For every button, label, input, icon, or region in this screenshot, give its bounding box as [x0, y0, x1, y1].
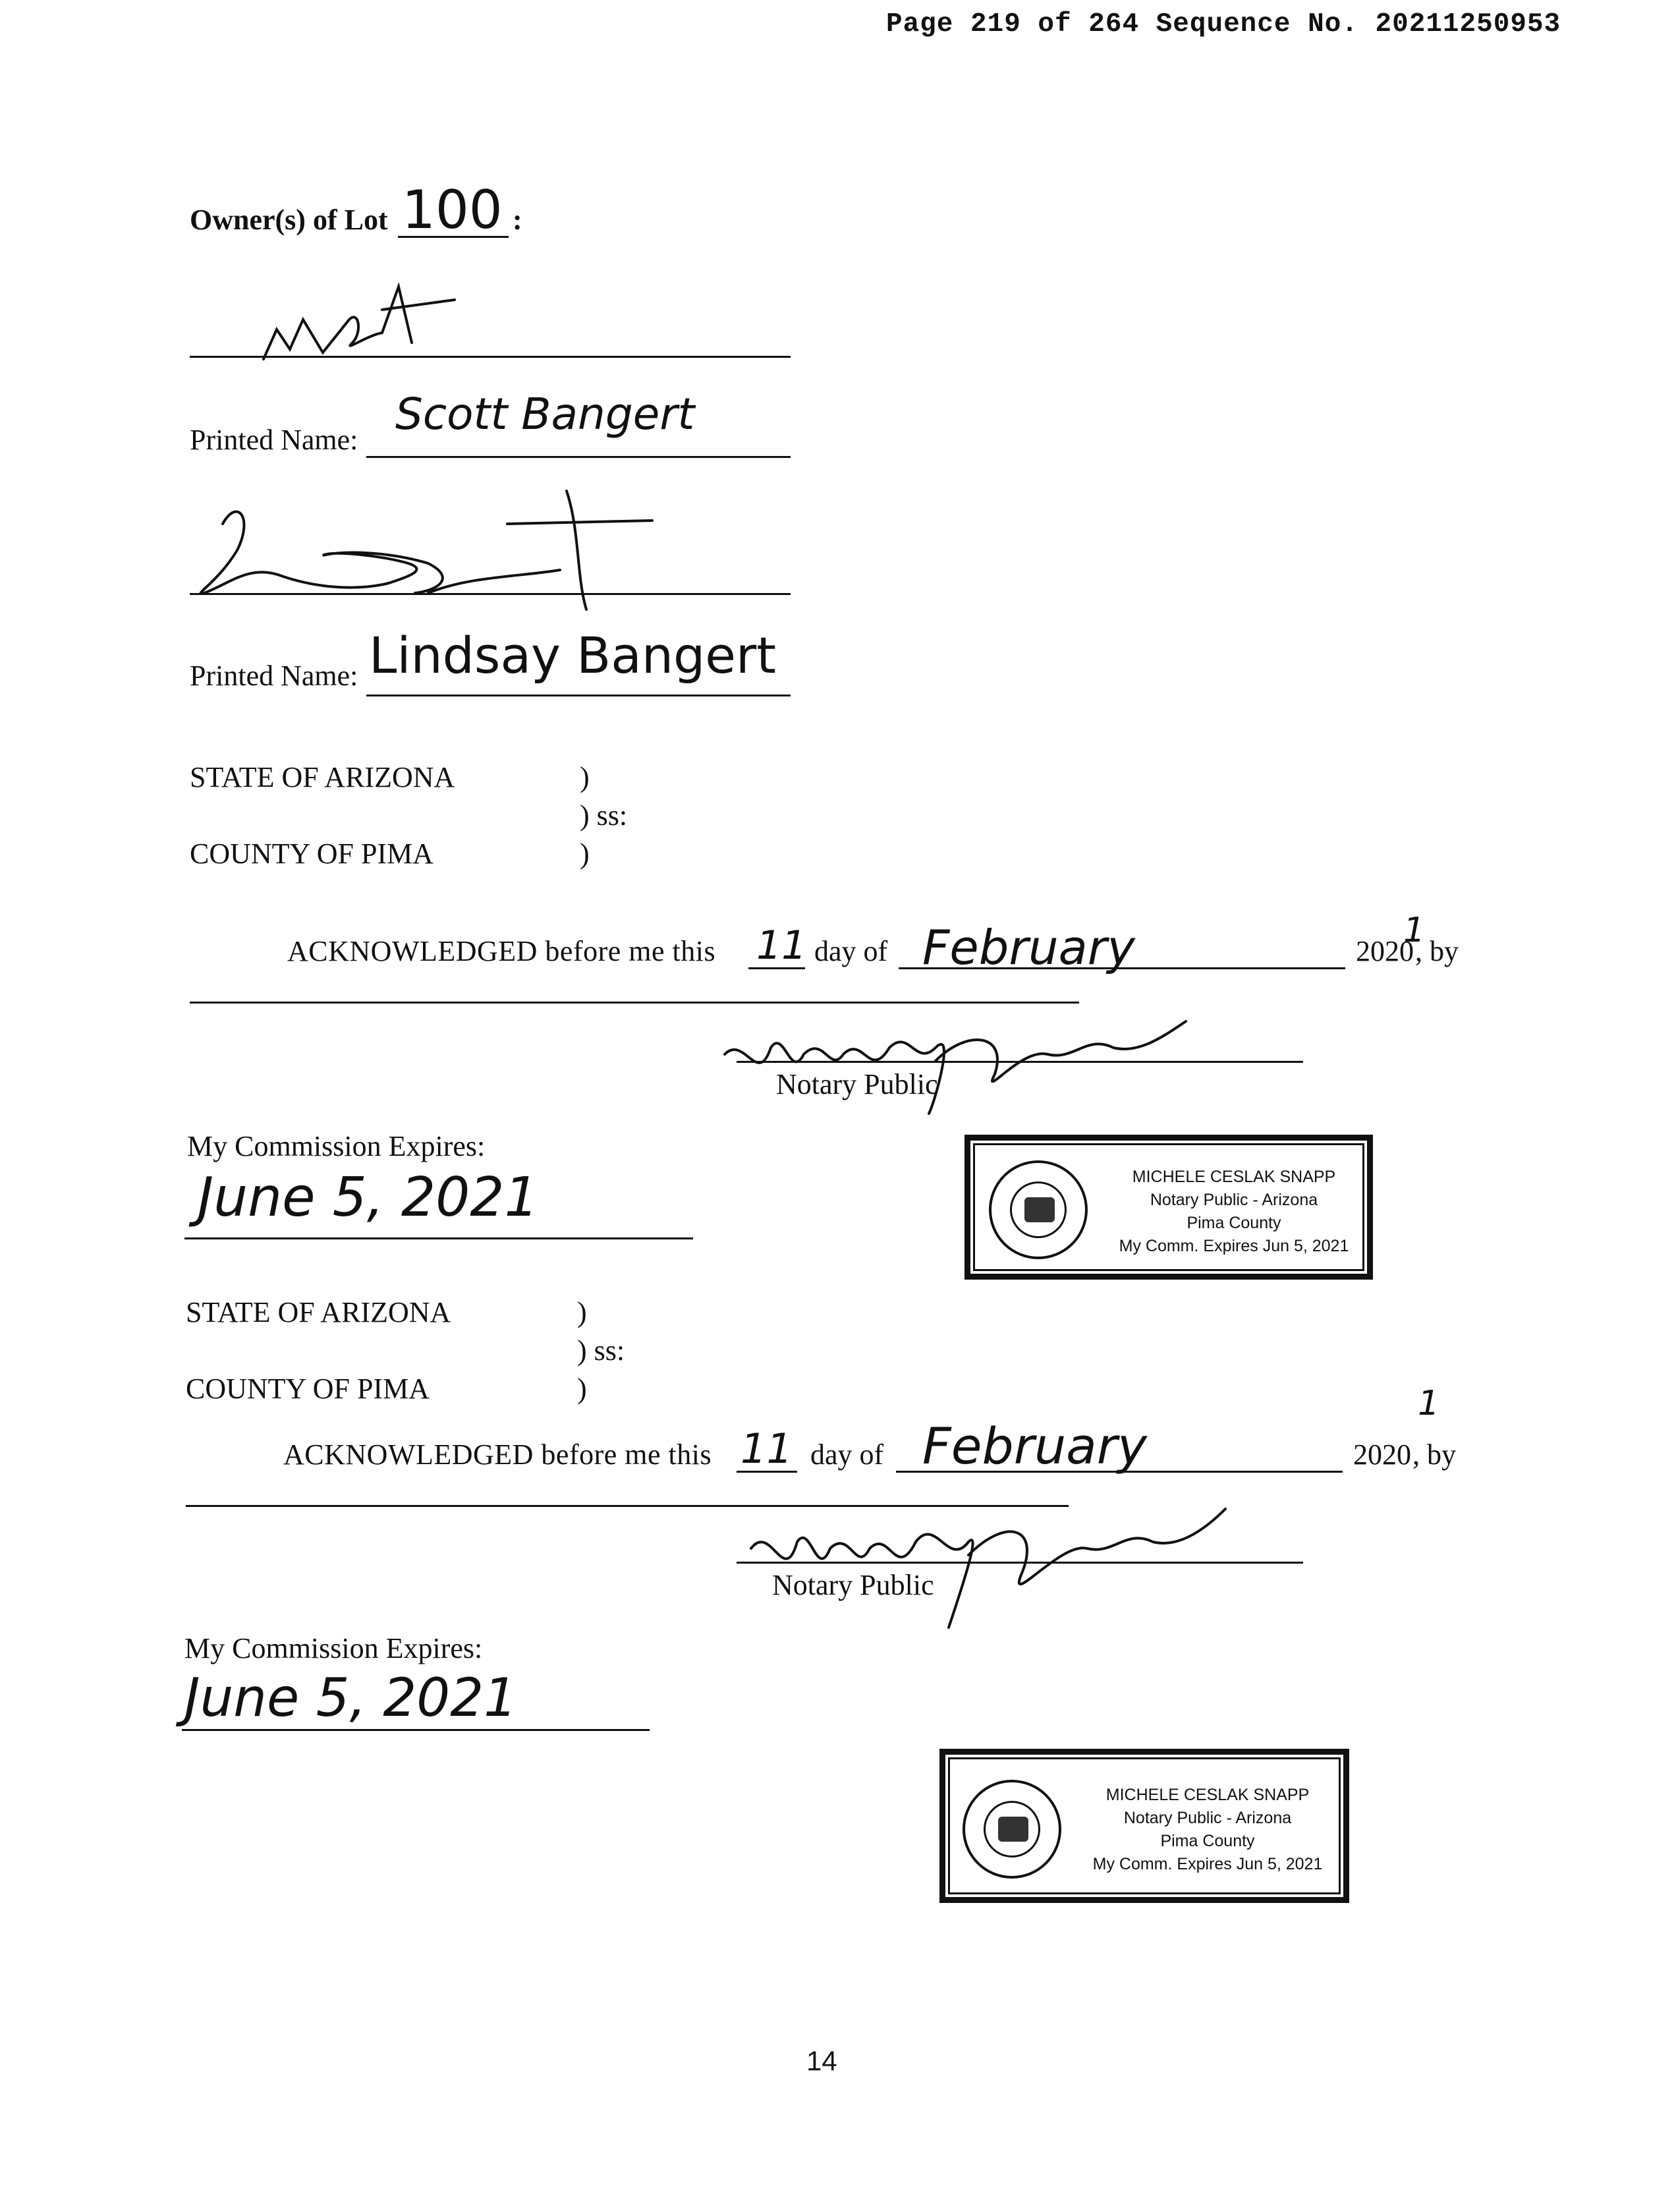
- ss-label-1: ) ss:: [580, 799, 628, 832]
- ack-year-2: 2020: [1353, 1438, 1411, 1471]
- lot-number: 100: [402, 179, 503, 241]
- county-label-2: COUNTY OF PIMA: [186, 1373, 430, 1405]
- owner2-printed-name: Lindsay Bangert: [369, 626, 777, 685]
- owner1-printed-name: Scott Bangert: [395, 389, 695, 440]
- owner1-signature-line: [190, 356, 791, 358]
- ss-label-2: ) ss:: [577, 1334, 625, 1367]
- ack-day-2: 11: [740, 1425, 793, 1473]
- ack-day-1: 11: [756, 922, 807, 969]
- stamp-text-1: [1102, 1166, 1366, 1258]
- stamp-title-2: Notary Public - Arizona: [1123, 1809, 1292, 1827]
- year-correction-1: 1: [1403, 911, 1426, 950]
- acknowledged-name-line-1: [190, 1002, 1079, 1004]
- stamp-name-1: MICHELE CESLAK SNAPP: [1132, 1168, 1336, 1186]
- commission-date-2: June 5, 2021: [184, 1667, 517, 1728]
- printed-name-label-2: Printed Name:: [190, 660, 358, 692]
- notary-stamp-1: [964, 1135, 1373, 1280]
- commission-label-2: My Commission Expires:: [184, 1632, 483, 1664]
- notary-signature-line-1: [737, 1061, 1303, 1063]
- notary-public-label-1: Notary Public: [776, 1068, 938, 1100]
- owner2-signature-line: [190, 593, 791, 595]
- notary-stamp-2: [939, 1749, 1349, 1903]
- notary-signature-line-2: [737, 1562, 1303, 1564]
- ack-year-1: 2020: [1356, 935, 1414, 967]
- paren-1a: ): [580, 761, 590, 793]
- year-correction-2: 1: [1418, 1384, 1440, 1423]
- notary-signature-1: [718, 1008, 1192, 1120]
- ack-month-2: February: [922, 1417, 1147, 1475]
- page-number: 14: [806, 2045, 837, 2076]
- stamp-county-1: Pima County: [1187, 1214, 1281, 1232]
- commission-line-1: [184, 1237, 693, 1239]
- stamp-name-2: MICHELE CESLAK SNAPP: [1105, 1786, 1310, 1804]
- county-label-1: COUNTY OF PIMA: [190, 837, 433, 870]
- commission-date-1: June 5, 2021: [198, 1166, 539, 1229]
- state-label-2: STATE OF ARIZONA: [186, 1296, 451, 1328]
- ack-by-1: , by: [1415, 935, 1459, 967]
- commission-line-2: [182, 1729, 650, 1731]
- owners-heading: [190, 203, 388, 237]
- owners-label: Owner(s) of Lot: [190, 204, 388, 236]
- paren-2b: ): [577, 1373, 587, 1405]
- ack-month-1: February: [922, 920, 1135, 975]
- state-label-1: STATE OF ARIZONA: [190, 761, 455, 793]
- ack-by-2: , by: [1412, 1438, 1456, 1471]
- stamp-county-2: Pima County: [1160, 1832, 1255, 1850]
- notary-public-label-2: Notary Public: [772, 1569, 934, 1601]
- commission-label-1: My Commission Expires:: [187, 1130, 486, 1162]
- day-of-label-1: day of: [814, 935, 888, 967]
- stamp-title-1: Notary Public - Arizona: [1150, 1191, 1318, 1209]
- printed-name-label-1: Printed Name:: [190, 424, 358, 456]
- owners-label-colon: :: [513, 204, 522, 236]
- state-seal-icon: [989, 1160, 1088, 1259]
- stamp-expires-2: My Comm. Expires Jun 5, 2021: [1092, 1855, 1323, 1873]
- stamp-text-2: [1075, 1784, 1341, 1876]
- day-of-label-2: day of: [810, 1438, 884, 1471]
- paren-2a: ): [577, 1296, 587, 1328]
- printed-name-line-2: [366, 695, 791, 696]
- paren-1b: ): [580, 837, 590, 870]
- stamp-expires-1: My Comm. Expires Jun 5, 2021: [1119, 1237, 1349, 1255]
- printed-name-line-1: [366, 456, 791, 458]
- page-header: Page 219 of 264 Sequence No. 20211250953: [886, 9, 1561, 40]
- owner2-signature: [191, 478, 665, 623]
- state-seal-icon: [963, 1780, 1061, 1879]
- ack-text-1: ACKNOWLEDGED before me this: [287, 935, 716, 967]
- ack-text-2: ACKNOWLEDGED before me this: [283, 1438, 712, 1471]
